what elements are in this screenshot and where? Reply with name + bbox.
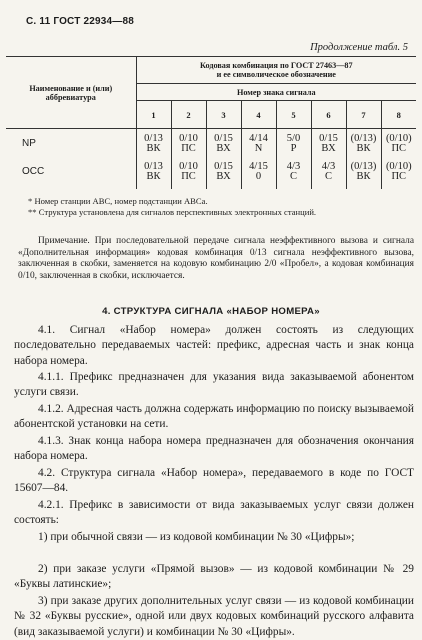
code-combination: 4/14	[249, 133, 268, 144]
table-continuation-label: Продолжение табл. 5	[310, 42, 408, 53]
code-symbol: ПС	[391, 171, 407, 182]
code-cell	[206, 129, 241, 160]
table-row	[6, 159, 416, 189]
paragraph: 4.2. Структура сигнала «Набор номера», передаваемого в коде по ГОСТ 15607—84.	[14, 467, 414, 495]
code-cell	[171, 129, 206, 160]
code-symbol: ВК	[356, 143, 371, 154]
code-combination: 0/13	[144, 161, 163, 172]
code-cell	[381, 129, 416, 160]
code-cell	[206, 159, 241, 189]
code-symbol: ПС	[181, 171, 196, 182]
code-cell	[276, 159, 311, 189]
code-symbol: 0	[255, 171, 262, 182]
column-number: 3	[206, 101, 241, 129]
paragraph: 4.1. Сигнал «Набор номера» должен состоять из следующих последовательно передаваемых частей: префикс, адресная часть и знак конца набора номера.	[14, 324, 414, 367]
code-symbol: Р	[290, 143, 297, 154]
code-cell	[381, 159, 416, 189]
code-cell	[241, 129, 276, 160]
code-symbol: ВК	[146, 143, 161, 154]
column-number: 2	[171, 101, 206, 129]
code-symbol: N	[254, 143, 263, 154]
code-combination: (0/10)	[385, 161, 412, 172]
code-symbol: ВХ	[216, 143, 231, 154]
paragraph: 3) при заказе других дополнительных услуг связи — из кодовой комбинации № 32 «Буквы русские», одной или двух кодовых комбинаций русского алфавита (вид заказываемой услуги) и комбинации № 30 «Цифры».	[14, 595, 414, 638]
paragraph: 4.1.1. Префикс предназначен для указания вида заказываемой абонентом услуги связи.	[14, 371, 414, 399]
code-combination: 0/13	[144, 133, 163, 144]
paragraph: 4.1.2. Адресная часть должна содержать информацию по поиску вызываемой абонентской установки на сети.	[14, 403, 414, 431]
code-combination: 0/10	[179, 161, 198, 172]
code-cell	[311, 129, 346, 160]
code-symbol: ПС	[391, 143, 407, 154]
code-cell	[346, 159, 381, 189]
code-combination: 4/15	[249, 161, 268, 172]
code-cell	[241, 159, 276, 189]
code-combination: 4/3	[286, 161, 301, 172]
footnote-1: * Номер станции АВС, номер подстанции АВСа.	[28, 196, 208, 206]
signal-name: ОСС	[22, 166, 45, 177]
code-combination: 0/15	[214, 161, 233, 172]
footnote-2: ** Структура установлена для сигналов перспективных электронных станций.	[28, 207, 317, 217]
code-symbol: ВК	[146, 171, 161, 182]
column-number: 1	[136, 101, 171, 129]
code-combination: (0/13)	[350, 161, 377, 172]
table-row	[6, 129, 416, 160]
page-header: С. 11 ГОСТ 22934—88	[26, 16, 135, 27]
code-combination: 0/15	[319, 133, 338, 144]
signal-table	[6, 56, 416, 189]
code-cell	[136, 129, 171, 160]
code-combination: (0/10)	[385, 133, 412, 144]
code-symbol: С	[289, 171, 297, 182]
code-symbol: С	[324, 171, 332, 182]
code-combination: 4/3	[321, 161, 336, 172]
code-combination-header: Кодовая комбинация по ГОСТ 27463—87 и ее символическое обозначение	[136, 57, 416, 84]
column-number: 4	[241, 101, 276, 129]
code-combination: (0/13)	[350, 133, 377, 144]
code-combination: 0/10	[179, 133, 198, 144]
signal-name: NP	[22, 138, 36, 149]
column-number: 5	[276, 101, 311, 129]
column-number: 6	[311, 101, 346, 129]
code-symbol: ВК	[356, 171, 371, 182]
code-combination: 0/15	[214, 133, 233, 144]
paragraph: 4.2.1. Префикс в зависимости от вида заказываемых услуг связи должен состоять:	[14, 499, 414, 527]
code-cell	[276, 129, 311, 160]
code-cell	[136, 159, 171, 189]
paragraph: 2) при заказе услуги «Прямой вызов» — из кодовой комбинации № 29 «Буквы латинские»;	[14, 563, 414, 591]
section-title: 4. СТРУКТУРА СИГНАЛА «НАБОР НОМЕРА»	[102, 306, 320, 317]
code-symbol: ПС	[181, 143, 196, 154]
signal-number-header: Номер знака сигнала	[136, 84, 416, 101]
code-cell	[171, 159, 206, 189]
column-number: 7	[346, 101, 381, 129]
paragraph: 1) при обычной связи — из кодовой комбинации № 30 «Цифры»;	[38, 531, 355, 543]
name-column-header: Наименование и (или) аббревиатура	[6, 57, 136, 129]
code-combination: 5/0	[286, 133, 301, 144]
code-symbol: ВХ	[321, 143, 336, 154]
code-cell	[311, 159, 346, 189]
paragraph: 4.1.3. Знак конца набора номера предназначен для обозначения окончания набора номера.	[14, 435, 414, 463]
code-cell	[346, 129, 381, 160]
code-symbol: ВХ	[216, 171, 231, 182]
column-number: 8	[381, 101, 416, 129]
table-note: Примечание. При последовательной передаче сигнала неэффективного вызова и сигнала «Дополнительная информация» кодовая комбинация 0/13 сигнала неэффективного вызова, заключенная в скобки, заменяется на кодовую комбинацию 2/0 «Пробел», а кодовая комбинация 0/10, заключенная в скобки, исключается.	[18, 236, 414, 281]
table-body	[6, 129, 416, 190]
